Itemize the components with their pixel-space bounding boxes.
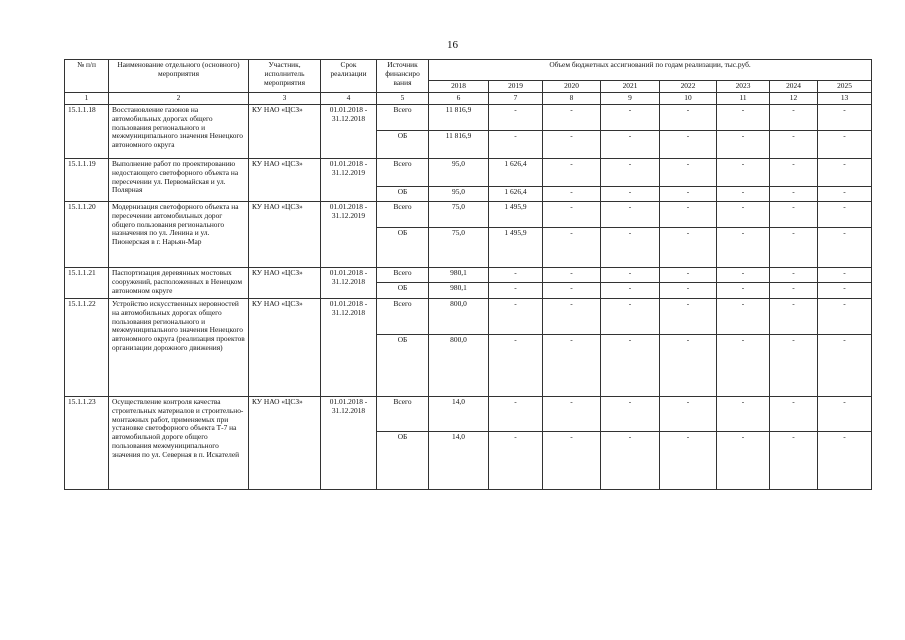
activity-name: Модернизация светофорного объекта на пересечении автомобильных дорог общего пользования регионального назначения по ул. Ленина и ул. Пионерская в г. Нарьян-Мар (109, 201, 249, 267)
budget-value: - (489, 431, 543, 489)
budget-value: - (601, 334, 660, 396)
activity-participant: КУ НАО «ЦСЗ» (249, 158, 321, 201)
budget-value: - (543, 298, 601, 334)
budget-value: 14,0 (429, 431, 489, 489)
budget-value: - (489, 334, 543, 396)
budget-value: - (770, 104, 818, 130)
budget-value: - (660, 431, 717, 489)
column-number: 8 (543, 92, 601, 104)
budget-value: - (818, 227, 872, 267)
budget-value: - (818, 130, 872, 158)
budget-value: - (489, 104, 543, 130)
budget-value: - (770, 130, 818, 158)
budget-value: - (660, 158, 717, 186)
column-number: 2 (109, 92, 249, 104)
budget-value: 1 626,4 (489, 158, 543, 186)
activity-term: 01.01.2018 - 31.12.2018 (321, 298, 377, 396)
budget-value: - (543, 267, 601, 282)
activity-participant: КУ НАО «ЦСЗ» (249, 104, 321, 158)
budget-value: - (770, 201, 818, 227)
budget-value: - (717, 158, 770, 186)
budget-value: - (601, 267, 660, 282)
budget-value: - (543, 130, 601, 158)
header-term: Срок реализации (321, 60, 377, 93)
activity-name: Осуществление контроля качества строительных материалов и строительно-монтажных работ, применяемых при установке светофорного объекта Т-7 на автомобильной дороге общего пользования межмуниципального значения по ул. Северная в п. Искателей (109, 396, 249, 489)
budget-value: - (601, 158, 660, 186)
funding-source: Всего (377, 267, 429, 282)
activity-number: 15.1.1.21 (65, 267, 109, 298)
budget-value: - (770, 186, 818, 201)
activity-term: 01.01.2018 - 31.12.2019 (321, 201, 377, 267)
activity-term: 01.01.2018 - 31.12.2018 (321, 396, 377, 489)
budget-value: - (543, 334, 601, 396)
header-name: Наименование отдельного (основного) мероприятия (109, 60, 249, 93)
activity-number: 15.1.1.19 (65, 158, 109, 201)
activity-name: Выполнение работ по проектированию недостающего светофорного объекта на пересечении ул. Первомайская и ул. Полярная (109, 158, 249, 201)
budget-value: - (717, 282, 770, 298)
budget-value: 800,0 (429, 334, 489, 396)
budget-value: 95,0 (429, 158, 489, 186)
table-row (65, 158, 872, 186)
table-row (65, 201, 872, 227)
budget-value: 75,0 (429, 227, 489, 267)
budget-value: - (660, 227, 717, 267)
budget-value: - (818, 267, 872, 282)
table-row (65, 267, 872, 282)
budget-value: - (543, 396, 601, 431)
budget-value: - (717, 186, 770, 201)
column-number: 6 (429, 92, 489, 104)
column-number: 12 (770, 92, 818, 104)
header-year: 2021 (601, 81, 660, 93)
header-year: 2018 (429, 81, 489, 93)
funding-source: Всего (377, 158, 429, 186)
header-year: 2022 (660, 81, 717, 93)
activity-number: 15.1.1.23 (65, 396, 109, 489)
budget-value: - (770, 227, 818, 267)
budget-value: 980,1 (429, 267, 489, 282)
budget-value: - (660, 282, 717, 298)
budget-value: - (543, 201, 601, 227)
funding-source: Всего (377, 201, 429, 227)
funding-source: ОБ (377, 186, 429, 201)
budget-value: - (818, 282, 872, 298)
header-year: 2025 (818, 81, 872, 93)
funding-source: ОБ (377, 334, 429, 396)
activity-number: 15.1.1.20 (65, 201, 109, 267)
column-number: 7 (489, 92, 543, 104)
header-participant: Участник, исполнитель мероприятия (249, 60, 321, 93)
header-year: 2020 (543, 81, 601, 93)
budget-value: - (543, 431, 601, 489)
budget-value: - (601, 298, 660, 334)
budget-value: - (601, 282, 660, 298)
budget-value: - (543, 186, 601, 201)
budget-value: 14,0 (429, 396, 489, 431)
budget-value: - (717, 298, 770, 334)
budget-value: - (489, 282, 543, 298)
activity-participant: КУ НАО «ЦСЗ» (249, 396, 321, 489)
budget-value: - (601, 186, 660, 201)
activity-term: 01.01.2018 - 31.12.2018 (321, 267, 377, 298)
activity-term: 01.01.2018 - 31.12.2018 (321, 104, 377, 158)
budget-value: 800,0 (429, 298, 489, 334)
budget-value: - (660, 334, 717, 396)
budget-value: - (717, 104, 770, 130)
budget-value: 1 626,4 (489, 186, 543, 201)
budget-value: - (717, 267, 770, 282)
budget-value: - (717, 431, 770, 489)
budget-value: - (660, 396, 717, 431)
budget-value: - (717, 396, 770, 431)
budget-value: - (717, 130, 770, 158)
activity-name: Устройство искусственных неровностей на автомобильных дорогах общего пользования регионального и межмуниципального значения Ненецкого автономного округа (реализация проектов организации дорожного движения) (109, 298, 249, 396)
budget-value: - (489, 298, 543, 334)
funding-source: ОБ (377, 130, 429, 158)
column-number: 3 (249, 92, 321, 104)
header-num: № п/п (65, 60, 109, 93)
budget-value: - (770, 396, 818, 431)
budget-value: - (660, 267, 717, 282)
budget-value: 11 816,9 (429, 104, 489, 130)
budget-value: - (489, 130, 543, 158)
budget-value: - (489, 396, 543, 431)
funding-source: ОБ (377, 282, 429, 298)
budget-value: - (601, 130, 660, 158)
activity-participant: КУ НАО «ЦСЗ» (249, 201, 321, 267)
header-row (65, 60, 872, 81)
table-row (65, 104, 872, 130)
activity-number: 15.1.1.18 (65, 104, 109, 158)
header-source: Источник финансиро вания (377, 60, 429, 93)
column-number: 11 (717, 92, 770, 104)
funding-source: ОБ (377, 227, 429, 267)
budget-value: - (770, 334, 818, 396)
budget-value: - (543, 282, 601, 298)
budget-value: - (717, 227, 770, 267)
budget-value: - (818, 186, 872, 201)
activity-name: Восстановление газонов на автомобильных дорогах общего пользования регионального и межмуниципального значения Ненецкого автономного округа (109, 104, 249, 158)
budget-table (64, 59, 872, 490)
funding-source: Всего (377, 104, 429, 130)
table-row (65, 298, 872, 334)
budget-value: - (717, 334, 770, 396)
budget-value: - (770, 158, 818, 186)
budget-value: - (601, 396, 660, 431)
budget-value: - (601, 104, 660, 130)
budget-value: - (601, 431, 660, 489)
budget-value: - (770, 431, 818, 489)
column-number: 1 (65, 92, 109, 104)
table-row (65, 396, 872, 431)
budget-value: - (818, 396, 872, 431)
budget-value: 1 495,9 (489, 201, 543, 227)
budget-value: - (601, 227, 660, 267)
budget-value: - (543, 227, 601, 267)
budget-value: - (601, 201, 660, 227)
activity-participant: КУ НАО «ЦСЗ» (249, 298, 321, 396)
header-year: 2023 (717, 81, 770, 93)
budget-value: 980,1 (429, 282, 489, 298)
table-body (65, 104, 872, 489)
budget-value: - (660, 186, 717, 201)
activity-participant: КУ НАО «ЦСЗ» (249, 267, 321, 298)
funding-source: Всего (377, 396, 429, 431)
budget-value: - (717, 201, 770, 227)
budget-value: 11 816,9 (429, 130, 489, 158)
budget-value: - (543, 104, 601, 130)
activity-term: 01.01.2018 - 31.12.2019 (321, 158, 377, 201)
budget-value: - (660, 298, 717, 334)
budget-value: 95,0 (429, 186, 489, 201)
budget-value: - (818, 201, 872, 227)
budget-value: - (818, 158, 872, 186)
budget-value: - (818, 334, 872, 396)
budget-value: - (660, 201, 717, 227)
budget-value: - (818, 104, 872, 130)
budget-value: - (770, 282, 818, 298)
budget-value: 75,0 (429, 201, 489, 227)
budget-value: - (660, 130, 717, 158)
budget-value: - (770, 267, 818, 282)
column-number: 5 (377, 92, 429, 104)
budget-value: - (818, 298, 872, 334)
header-year: 2019 (489, 81, 543, 93)
column-numbers-row (65, 92, 872, 104)
activity-name: Паспортизация деревянных мостовых сооружений, расположенных в Ненецком автономном округе (109, 267, 249, 298)
funding-source: ОБ (377, 431, 429, 489)
header-budget: Объем бюджетных ассигнований по годам реализации, тыс.руб. (429, 60, 872, 81)
budget-value: - (489, 267, 543, 282)
column-number: 9 (601, 92, 660, 104)
funding-source: Всего (377, 298, 429, 334)
column-number: 10 (660, 92, 717, 104)
budget-value: - (770, 298, 818, 334)
page-number: 16 (447, 39, 458, 51)
column-number: 13 (818, 92, 872, 104)
budget-value: - (818, 431, 872, 489)
budget-value: - (543, 158, 601, 186)
budget-value: - (660, 104, 717, 130)
column-number: 4 (321, 92, 377, 104)
budget-value: 1 495,9 (489, 227, 543, 267)
header-year: 2024 (770, 81, 818, 93)
activity-number: 15.1.1.22 (65, 298, 109, 396)
